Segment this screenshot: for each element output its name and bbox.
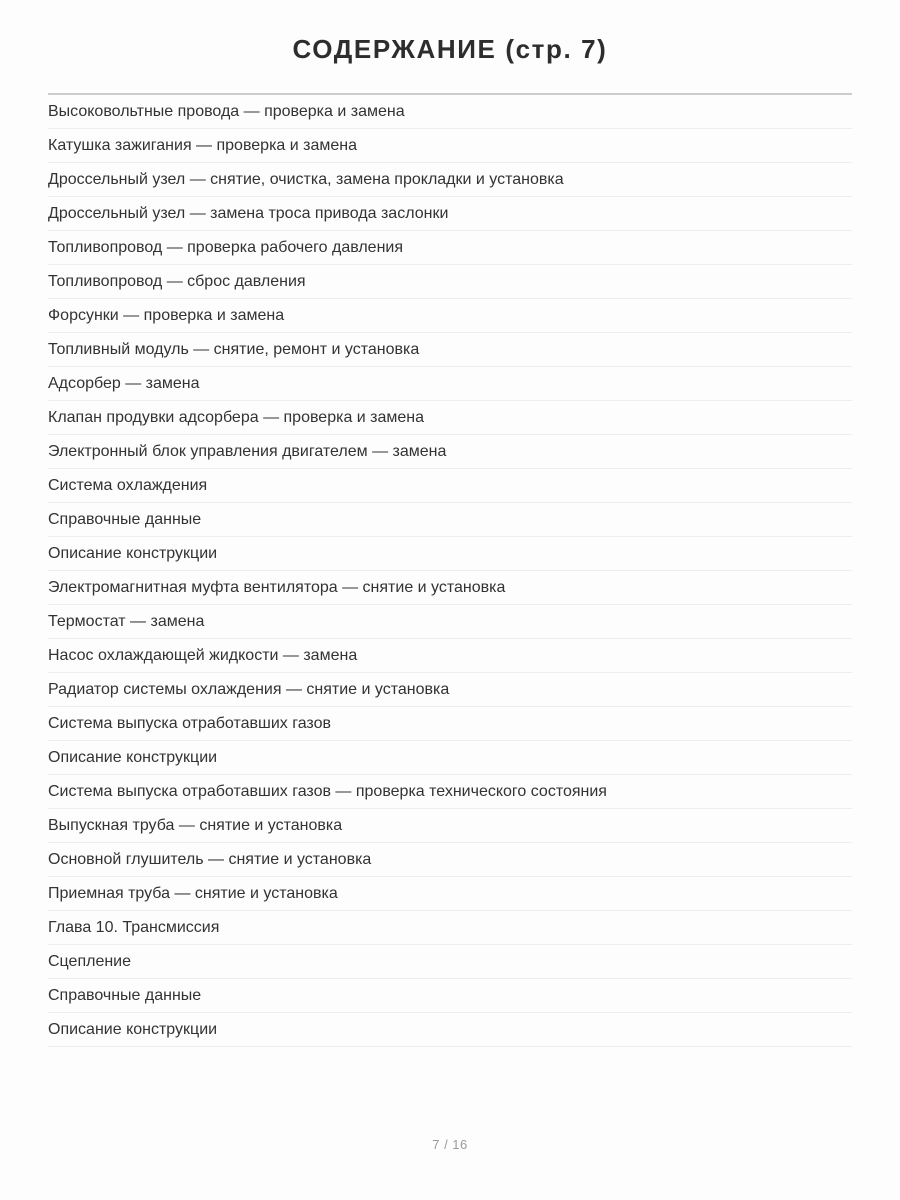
toc-entry[interactable] [48, 809, 852, 843]
toc-entry-label: Справочные данные [48, 510, 202, 528]
toc-entry-label: Электромагнитная муфта вентилятора — снятие и установка [48, 578, 506, 596]
toc-entry-label: Глава 10. Трансмиссия [48, 918, 220, 936]
toc-entry[interactable] [48, 197, 852, 231]
toc-entry[interactable] [48, 741, 852, 775]
toc-entry-label: Топливопровод — проверка рабочего давления [48, 238, 404, 256]
toc-entry-label: Топливный модуль — снятие, ремонт и установка [48, 340, 420, 358]
toc-entry-label: Дроссельный узел — снятие, очистка, замена прокладки и установка [48, 170, 564, 188]
toc-entry[interactable] [48, 435, 852, 469]
toc-entry-label: Справочные данные [48, 986, 202, 1004]
toc-entry[interactable] [48, 299, 852, 333]
toc-entry[interactable] [48, 639, 852, 673]
toc-entry[interactable] [48, 231, 852, 265]
toc-entry-label: Электронный блок управления двигателем — замена [48, 442, 447, 460]
toc-entry[interactable] [48, 401, 852, 435]
toc-entry[interactable] [48, 503, 852, 537]
toc-entry-label: Описание конструкции [48, 544, 218, 562]
toc-entry[interactable] [48, 911, 852, 945]
toc-entry-label: Система выпуска отработавших газов — проверка технического состояния [48, 782, 607, 800]
toc-entry[interactable] [48, 571, 852, 605]
toc-entry-label: Сцепление [48, 952, 132, 970]
toc-entry[interactable] [48, 163, 852, 197]
toc-entry-label: Высоковольтные провода — проверка и замена [48, 102, 405, 120]
toc-entry-label: Описание конструкции [48, 1020, 218, 1038]
page-title: СОДЕРЖАНИЕ (стр. 7) [292, 34, 608, 64]
toc-entry[interactable] [48, 367, 852, 401]
page-footer [0, 1088, 900, 1200]
toc-entry[interactable] [48, 843, 852, 877]
toc-entry-label: Термостат — замена [48, 612, 205, 630]
toc-entry[interactable] [48, 979, 852, 1013]
toc-entry[interactable] [48, 945, 852, 979]
toc-entry[interactable] [48, 469, 852, 503]
toc-entry[interactable] [48, 1013, 852, 1047]
toc-entry[interactable] [48, 775, 852, 809]
toc-entry[interactable] [48, 605, 852, 639]
toc-entry-label: Адсорбер — замена [48, 374, 200, 392]
table-of-contents [48, 95, 852, 1047]
toc-entry[interactable] [48, 537, 852, 571]
toc-entry[interactable] [48, 95, 852, 129]
page-number-indicator: 7 / 16 [432, 1136, 468, 1152]
toc-entry-label: Насос охлаждающей жидкости — замена [48, 646, 358, 664]
toc-entry[interactable] [48, 673, 852, 707]
toc-entry-label: Дроссельный узел — замена троса привода заслонки [48, 204, 449, 222]
toc-entry-label: Основной глушитель — снятие и установка [48, 850, 372, 868]
toc-entry-label: Форсунки — проверка и замена [48, 306, 285, 324]
toc-entry-label: Радиатор системы охлаждения — снятие и установка [48, 680, 450, 698]
toc-entry-label: Описание конструкции [48, 748, 218, 766]
toc-entry[interactable] [48, 265, 852, 299]
toc-entry-label: Выпускная труба — снятие и установка [48, 816, 343, 834]
toc-entry-label: Топливопровод — сброс давления [48, 272, 306, 290]
toc-entry[interactable] [48, 707, 852, 741]
toc-entry[interactable] [48, 129, 852, 163]
toc-entry-label: Клапан продувки адсорбера — проверка и замена [48, 408, 425, 426]
title-block [0, 0, 900, 65]
toc-entry-label: Система выпуска отработавших газов [48, 714, 331, 732]
toc-entry-label: Приемная труба — снятие и установка [48, 884, 338, 902]
toc-entry[interactable] [48, 877, 852, 911]
toc-entry-label: Система охлаждения [48, 476, 208, 494]
toc-entry-label: Катушка зажигания — проверка и замена [48, 136, 358, 154]
toc-entry[interactable] [48, 333, 852, 367]
